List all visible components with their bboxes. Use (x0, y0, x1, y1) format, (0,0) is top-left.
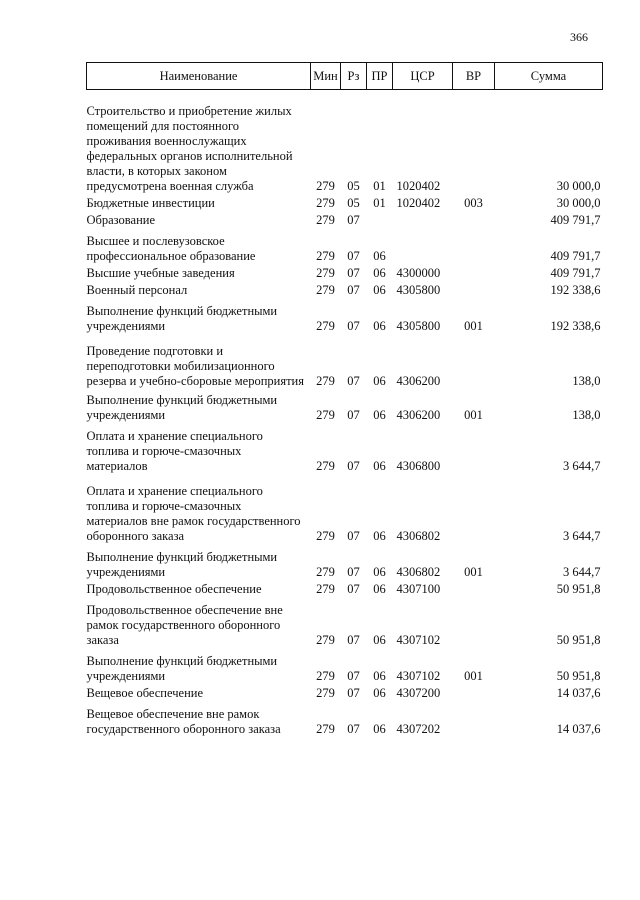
row-name: Вещевое обеспечение (86, 686, 203, 700)
table-row (87, 393, 603, 423)
row-rz: 05 (347, 196, 360, 210)
row-csr: 4306802 (396, 565, 441, 579)
row-csr: 4307102 (396, 669, 441, 683)
row-min: 279 (316, 722, 335, 736)
row-pr: 06 (373, 633, 386, 647)
row-vr (453, 213, 495, 228)
row-min: 279 (316, 408, 335, 422)
row-min: 279 (316, 459, 335, 473)
row-name: Выполнение функций бюджетными учреждениями (86, 304, 278, 333)
header-sum: Сумма (495, 63, 603, 90)
table-row (87, 550, 603, 580)
row-csr: 4305800 (396, 319, 441, 333)
table-header (87, 63, 603, 90)
table-row (87, 484, 603, 544)
row-pr: 01 (373, 179, 386, 193)
row-vr (453, 104, 495, 194)
row-min: 279 (316, 669, 335, 683)
row-sum: 14 037,6 (556, 686, 601, 700)
row-vr (453, 484, 495, 544)
row-rz: 07 (347, 459, 360, 473)
row-sum: 3 644,7 (563, 565, 601, 579)
row-rz: 07 (347, 213, 360, 227)
row-pr: 06 (373, 529, 386, 543)
row-csr: 4307200 (396, 686, 441, 700)
row-sum: 3 644,7 (563, 529, 601, 543)
row-name: Выполнение функций бюджетными учреждениями (86, 393, 278, 422)
row-csr: 4307100 (396, 582, 441, 596)
table-row (87, 686, 603, 701)
table-row (87, 707, 603, 737)
row-sum: 409 791,7 (550, 249, 601, 263)
row-name: Высшие учебные заведения (86, 266, 235, 280)
row-name: Высшее и послевузовское профессиональное образование (86, 234, 256, 263)
row-csr: 4307202 (396, 722, 441, 736)
row-vr: 001 (464, 319, 483, 333)
table-row (87, 283, 603, 298)
table-body (87, 90, 603, 738)
row-pr: 01 (373, 196, 386, 210)
row-vr (453, 686, 495, 701)
table-row (87, 234, 603, 264)
row-min: 279 (316, 179, 335, 193)
row-min: 279 (316, 213, 335, 227)
row-vr (453, 234, 495, 264)
row-min: 279 (316, 319, 335, 333)
row-pr: 06 (373, 266, 386, 280)
row-pr: 06 (373, 565, 386, 579)
row-pr: 06 (373, 582, 386, 596)
row-min: 279 (316, 633, 335, 647)
header-name: Наименование (87, 63, 311, 90)
row-vr (453, 603, 495, 648)
row-name: Вещевое обеспечение вне рамок государственного оборонного заказа (86, 707, 281, 736)
row-pr: 06 (373, 459, 386, 473)
row-name: Строительство и приобретение жилых помещений для постоянного проживания военнослужащих федеральных органов исполнительной власти, в которых законом предусмотрена военная служба (86, 104, 293, 193)
row-min: 279 (316, 529, 335, 543)
row-pr: 06 (373, 374, 386, 388)
row-sum: 14 037,6 (556, 722, 601, 736)
row-pr: 06 (373, 722, 386, 736)
row-sum: 409 791,7 (550, 266, 601, 280)
header-rz: Рз (341, 63, 367, 90)
row-rz: 07 (347, 283, 360, 297)
row-csr: 4305800 (396, 283, 441, 297)
row-csr: 4306200 (396, 408, 441, 422)
row-min: 279 (316, 686, 335, 700)
row-csr: 4300000 (396, 266, 441, 280)
row-vr (453, 344, 495, 389)
table-row (87, 603, 603, 648)
table-row (87, 196, 603, 211)
row-name: Проведение подготовки и переподготовки мобилизационного резерва и учебно-сборовые мероприятия (86, 344, 304, 388)
row-name: Оплата и хранение специального топлива и горюче-смазочных материалов (86, 429, 263, 473)
row-name: Образование (86, 213, 156, 227)
header-vr: ВР (453, 63, 495, 90)
row-name: Выполнение функций бюджетными учреждениями (86, 654, 278, 683)
table-row (87, 429, 603, 474)
row-pr: 06 (373, 686, 386, 700)
row-vr: 001 (464, 565, 483, 579)
row-name: Бюджетные инвестиции (86, 196, 215, 210)
row-vr: 001 (464, 669, 483, 683)
row-sum: 192 338,6 (550, 319, 601, 333)
row-sum: 3 644,7 (563, 459, 601, 473)
row-name: Военный персонал (86, 283, 188, 297)
page-number: 366 (570, 30, 588, 44)
row-pr: 06 (373, 669, 386, 683)
table-row (87, 654, 603, 684)
row-min: 279 (316, 249, 335, 263)
row-rz: 07 (347, 565, 360, 579)
table-row (87, 213, 603, 228)
row-pr: 06 (373, 319, 386, 333)
row-sum: 192 338,6 (550, 283, 601, 297)
row-sum: 50 951,8 (556, 633, 601, 647)
row-csr: 4306802 (396, 529, 441, 543)
row-pr: 06 (373, 283, 386, 297)
header-pr: ПР (367, 63, 393, 90)
budget-table (86, 62, 603, 737)
row-sum: 50 951,8 (556, 582, 601, 596)
row-sum: 30 000,0 (556, 196, 601, 210)
row-sum: 138,0 (572, 408, 601, 422)
row-rz: 07 (347, 374, 360, 388)
row-rz: 07 (347, 408, 360, 422)
row-vr (453, 429, 495, 474)
row-vr (453, 707, 495, 737)
row-rz: 07 (347, 669, 360, 683)
row-rz: 07 (347, 529, 360, 543)
row-rz: 07 (347, 249, 360, 263)
row-rz: 07 (347, 319, 360, 333)
row-sum: 30 000,0 (556, 179, 601, 193)
row-pr (367, 213, 393, 228)
row-pr: 06 (373, 249, 386, 263)
header-min: Мин (311, 63, 341, 90)
row-min: 279 (316, 196, 335, 210)
row-sum: 409 791,7 (550, 213, 601, 227)
row-rz: 05 (347, 179, 360, 193)
table-row (87, 304, 603, 334)
row-vr (453, 266, 495, 281)
row-rz: 07 (347, 633, 360, 647)
row-csr (393, 234, 453, 264)
row-rz: 07 (347, 722, 360, 736)
row-min: 279 (316, 283, 335, 297)
row-name: Выполнение функций бюджетными учреждениями (86, 550, 278, 579)
row-name: Продовольственное обеспечение (86, 582, 262, 596)
row-sum: 50 951,8 (556, 669, 601, 683)
row-vr (453, 283, 495, 298)
row-min: 279 (316, 266, 335, 280)
table-row (87, 582, 603, 597)
table-row (87, 266, 603, 281)
row-csr: 4306200 (396, 374, 441, 388)
row-rz: 07 (347, 266, 360, 280)
row-rz: 07 (347, 582, 360, 596)
row-rz: 07 (347, 686, 360, 700)
row-name: Продовольственное обеспечение вне рамок государственного оборонного заказа (86, 603, 283, 647)
row-vr (453, 582, 495, 597)
row-vr: 001 (464, 408, 483, 422)
row-csr: 4306800 (396, 459, 441, 473)
header-csr: ЦСР (393, 63, 453, 90)
row-csr (393, 213, 453, 228)
row-vr: 003 (464, 196, 483, 210)
row-pr: 06 (373, 408, 386, 422)
row-csr: 1020402 (396, 196, 441, 210)
table-row (87, 104, 603, 194)
row-min: 279 (316, 565, 335, 579)
row-name: Оплата и хранение специального топлива и горюче-смазочных материалов вне рамок государственного оборонного заказа (86, 484, 301, 543)
row-sum: 138,0 (572, 374, 601, 388)
row-min: 279 (316, 374, 335, 388)
row-min: 279 (316, 582, 335, 596)
table-row (87, 344, 603, 389)
row-csr: 4307102 (396, 633, 441, 647)
row-csr: 1020402 (396, 179, 441, 193)
